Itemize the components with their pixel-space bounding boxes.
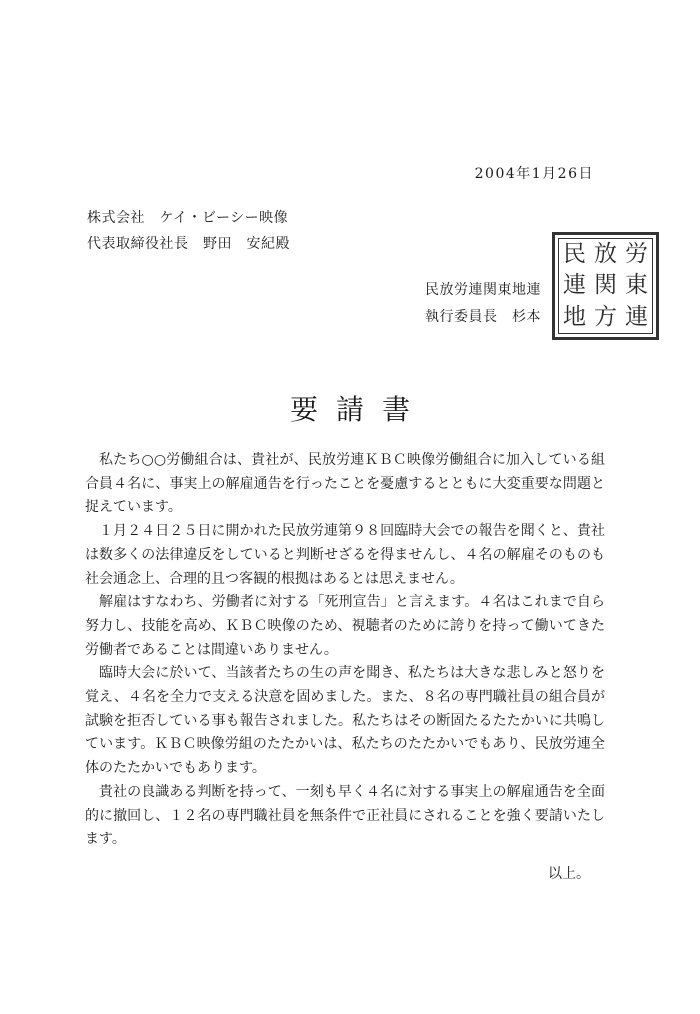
seal-char: 放 bbox=[594, 241, 617, 268]
sender-organization: 民放労連関東地連 bbox=[425, 282, 541, 298]
document-date: 2004年1月26日 bbox=[474, 166, 594, 182]
seal-char: 関 bbox=[594, 272, 617, 299]
seal-char: 連 bbox=[563, 272, 586, 299]
body-paragraph: 私たち○○労働組合は、貴社が、民放労連ＫＢＣ映像労働組合に加入している組合員４名に、事実上の解雇通告を行ったことを憂慮するとともに大変重要な問題と捉えています。 bbox=[85, 452, 605, 516]
body-paragraph: 臨時大会に於いて、当該者たちの生の声を聞き、私たちは大きな悲しみと怒りを覚え、４名を全力で支える決意を固めました。また、８名の専門職社員の組合員が試験を拒否している事も報告されました。私たちはその断固たるたたかいに共鳴しています。ＫＢＣ映像労組のたたかいは、私たちのたたかいでもあり、民放労連全体のたたかいでもあります。 bbox=[85, 665, 605, 777]
document-title: 要請書 bbox=[289, 393, 428, 426]
sender-block bbox=[425, 277, 541, 331]
official-seal-stamp bbox=[552, 232, 659, 340]
document-body bbox=[85, 449, 605, 852]
addressee-block bbox=[87, 205, 290, 257]
addressee-company: 株式会社 ケイ・ビーシー映像 bbox=[87, 210, 289, 226]
seal-char: 労 bbox=[625, 241, 648, 268]
seal-characters bbox=[558, 238, 653, 334]
closing-text: 以上。 bbox=[548, 866, 590, 882]
body-paragraph: 解雇はすなわち、労働者に対する「死刑宣告」と言えます。４名はこれまで自ら努力し、技能を高め、ＫＢＣ映像のため、視聴者のために誇りを持って働いてきた労働者であることは間違いありません。 bbox=[85, 594, 605, 658]
seal-char: 地 bbox=[563, 303, 586, 330]
addressee-person: 代表取締役社長 野田 安紀殿 bbox=[87, 236, 290, 252]
seal-char: 東 bbox=[625, 272, 648, 299]
body-paragraph: １月２４日２５日に開かれた民放労連第９８回臨時大会での報告を聞くと、貴社は数多くの法律違反をしていると判断せざるを得ませんし、４名の解雇そのものも社会通念上、合理的且つ客観的根拠はあるとは思えません。 bbox=[85, 523, 605, 587]
seal-char: 連 bbox=[625, 303, 648, 330]
seal-char: 方 bbox=[594, 303, 617, 330]
body-paragraph: 貴社の良識ある判断を持って、一刻も早く４名に対する事実上の解雇通告を全面的に撤回し、１２名の専門職社員を無条件で正社員にされることを強く要請いたします。 bbox=[85, 783, 605, 848]
sender-person: 執行委員長 杉本 bbox=[425, 309, 541, 325]
seal-char: 民 bbox=[563, 241, 586, 268]
